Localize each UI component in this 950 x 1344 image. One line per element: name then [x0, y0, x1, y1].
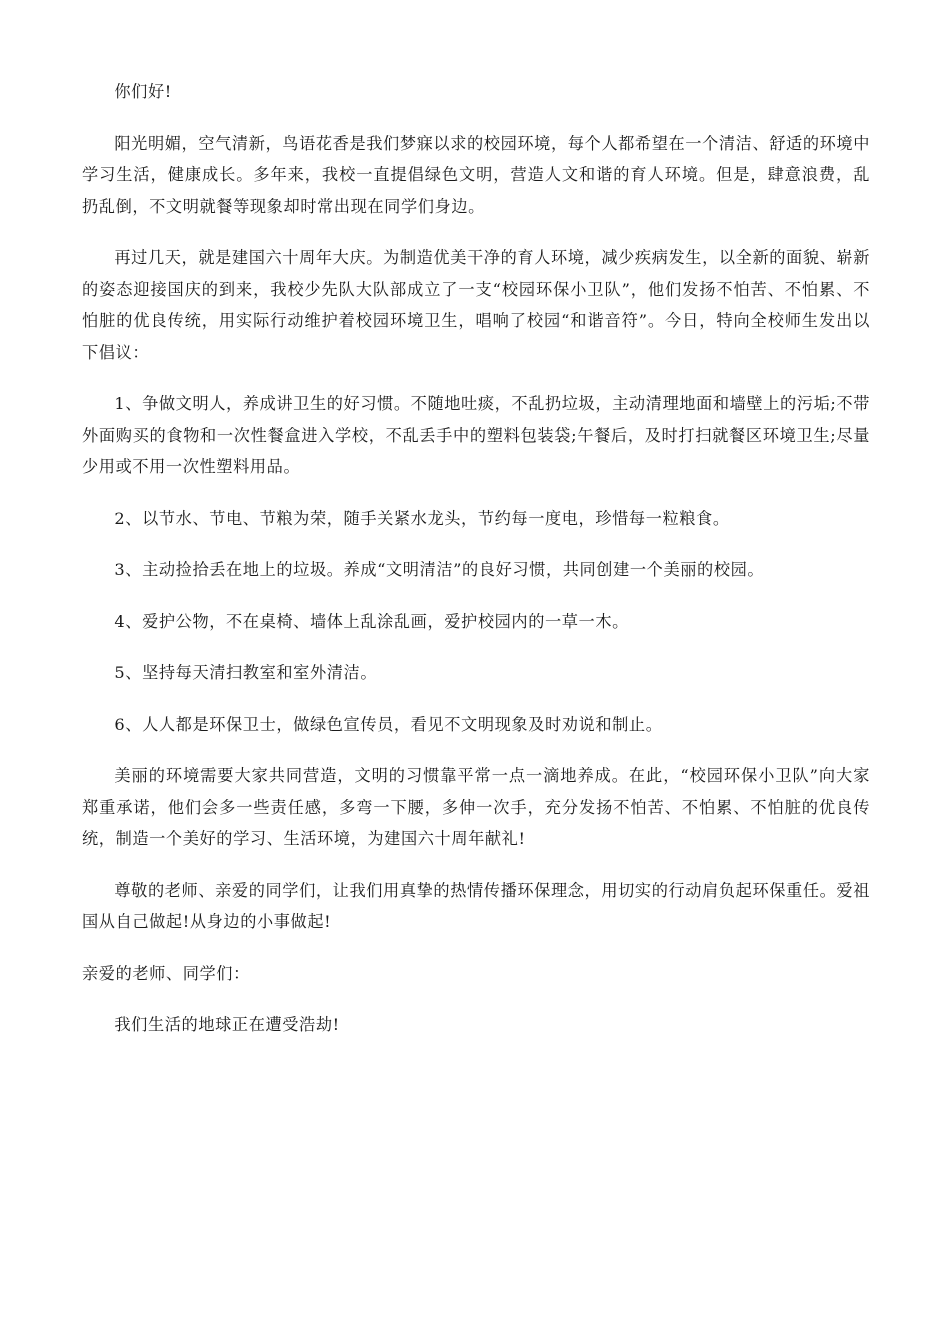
proposal-item-6: 6、人人都是环保卫士，做绿色宣传员，看见不文明现象及时劝说和制止。: [114, 714, 663, 734]
proposal-item-2: 2、以节水、节电、节粮为荣，随手关紧水龙头，节约每一度电，珍惜每一粒粮食。: [114, 508, 730, 528]
document-body: [82, 76, 870, 1061]
proposal-item-4: 4、爱护公物，不在桌椅、墙体上乱涂乱画，爱护校园内的一草一木。: [114, 611, 629, 631]
proposal-item-5: 5、坚持每天清扫教室和室外清洁。: [114, 663, 378, 682]
salutation-paragraph: 亲爱的老师、同学们：: [82, 963, 250, 983]
greeting-paragraph: 你们好!: [114, 82, 172, 101]
announcement-paragraph: 再过几天，就是建国六十周年大庆。为制造优美干净的育人环境，减少疾病发生，以全新的面貌、崭新的姿态迎接国庆的到来，我校少先队大队部成立了一支“校园环保小卫队”，他们发扬不怕苦、不怕累、不怕脏的优良传统，用实际行动维护着校园环境卫生，唱响了校园“和谐音符”。今日，特向全校师生发出以下倡议：: [82, 248, 870, 362]
intro-paragraph: 阳光明媚，空气清新，鸟语花香是我们梦寐以求的校园环境，每个人都希望在一个清洁、舒适的环境中学习生活，健康成长。多年来，我校一直提倡绿色文明，营造人文和谐的育人环境。但是，肆意浪费，乱扔乱倒，不文明就餐等现象却时常出现在同学们身边。: [82, 133, 870, 216]
proposal-item-1: 1、争做文明人，养成讲卫生的好习惯。不随地吐痰，不乱扔垃圾，主动清理地面和墙壁上的污垢;不带外面购买的食物和一次性餐盒进入学校，不乱丢手中的塑料包装袋;午餐后，及时打扫就餐区环境卫生;尽量少用或不用一次性塑料用品。: [82, 394, 870, 476]
closing-paragraph: 美丽的环境需要大家共同营造，文明的习惯靠平常一点一滴地养成。在此，“校园环保小卫队”向大家郑重承诺，他们会多一些责任感，多弯一下腰，多伸一次手，充分发扬不怕苦、不怕累、不怕脏的优良传统，制造一个美好的学习、生活环境，为建国六十周年献礼!: [82, 766, 870, 848]
second-opening-paragraph: 我们生活的地球正在遭受浩劫!: [114, 1015, 340, 1034]
proposal-item-3: 3、主动捡拾丢在地上的垃圾。养成“文明清洁”的良好习惯，共同创建一个美丽的校园。: [114, 560, 765, 579]
call-to-action-paragraph: 尊敬的老师、亲爱的同学们，让我们用真挚的热情传播环保理念，用切实的行动肩负起环保重任。爱祖国从自己做起!从身边的小事做起!: [82, 880, 870, 931]
